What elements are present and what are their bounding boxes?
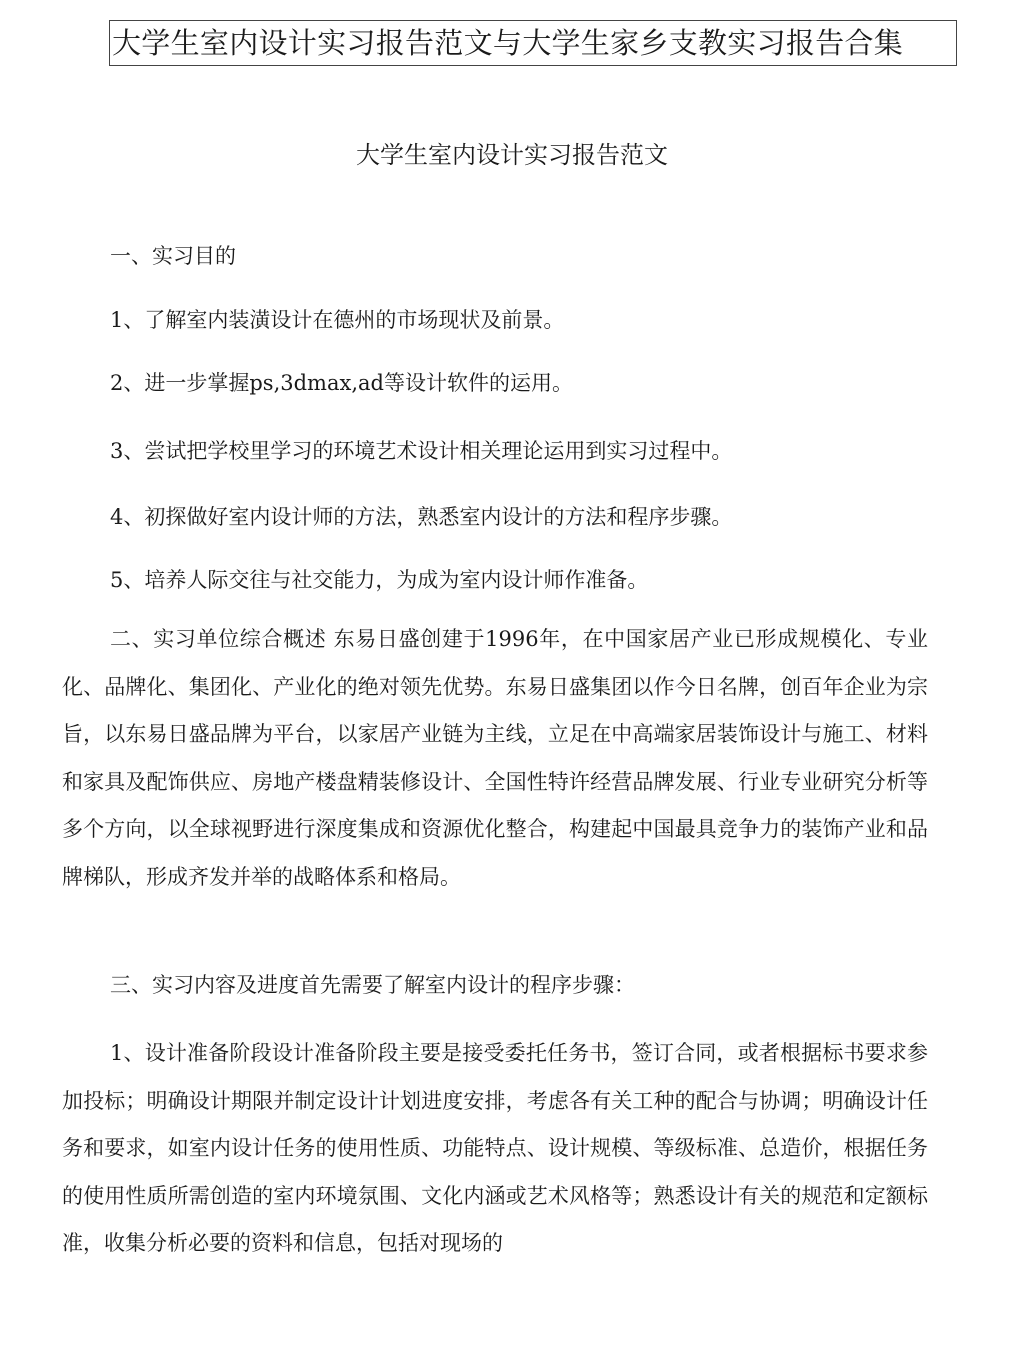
document-title: 大学生室内设计实习报告范文: [356, 141, 668, 169]
section3-heading: 三、实习内容及进度首先需要了解室内设计的程序步骤：: [110, 973, 635, 997]
goal-item-2: 2、进一步掌握ps,3dmax,ad等设计软件的运用。: [110, 371, 573, 395]
goal-item-1: 1、了解室内装潢设计在德州的市场现状及前景。: [110, 308, 565, 332]
document-header-box: [109, 20, 957, 66]
header-title: 大学生室内设计实习报告范文与大学生家乡支教实习报告合集: [112, 26, 904, 60]
goal-item-4: 4、初探做好室内设计师的方法，熟悉室内设计的方法和程序步骤。: [110, 505, 733, 529]
section3-paragraph-1: 1、设计准备阶段设计准备阶段主要是接受委托任务书，签订合同，或者根据标书要求参加投标；明确设计期限并制定设计计划进度安排，考虑各有关工种的配合与协调；明确设计任务和要求，如室内设计任务的使用性质、功能特点、设计规模、等级标准、总造价，根据任务的使用性质所需创造的室内环境氛围、文化内涵或艺术风格等；熟悉设计有关的规范和定额标准，收集分析必要的资料和信息，包括对现场的: [62, 1041, 928, 1255]
goal-item-3: 3、尝试把学校里学习的环境艺术设计相关理论运用到实习过程中。: [110, 439, 733, 463]
section1-heading: 一、实习目的: [110, 244, 236, 268]
section2-paragraph: 二、实习单位综合概述 东易日盛创建于1996年，在中国家居产业已形成规模化、专业化、品牌化、集团化、产业化的绝对领先优势。东易日盛集团以作今日名牌，创百年企业为宗旨，以东易日盛品牌为平台，以家居产业链为主线，立足在中高端家居装饰设计与施工、材料和家具及配饰供应、房地产楼盘精装修设计、全国性特许经营品牌发展、行业专业研究分析等多个方向，以全球视野进行深度集成和资源优化整合，构建起中国最具竞争力的装饰产业和品牌梯队，形成齐发并举的战略体系和格局。: [62, 627, 928, 889]
goal-item-5: 5、培养人际交往与社交能力，为成为室内设计师作准备。: [110, 568, 649, 592]
